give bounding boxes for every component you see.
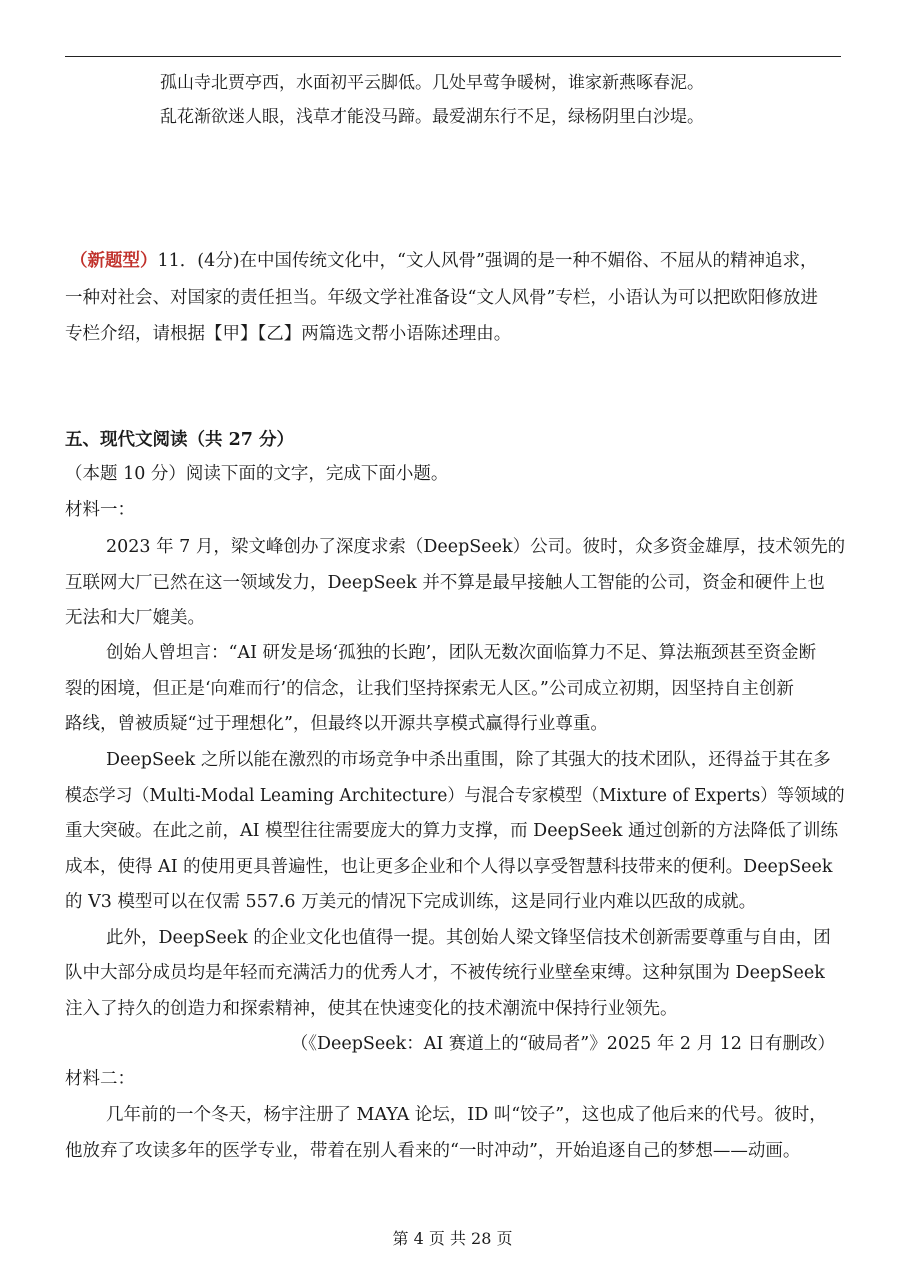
paragraph-4-line: 注入了持久的创造力和探索精神，使其在快速变化的技术潮流中保持行业领先。 — [65, 999, 678, 1019]
paragraph-3-line: 重大突破。在此之前，AI 模型往往需要庞大的算力支撑，而 DeepSeek 通过创新的方法降低了训练 — [65, 821, 838, 841]
question-11-line-3: 专栏介绍，请根据【甲】【乙】两篇选文帮小语陈述理由。 — [65, 324, 512, 344]
paragraph-4-line: 此外，DeepSeek 的企业文化也值得一提。其创始人梁文锋坚信技术创新需要尊重与自由，团 — [106, 928, 831, 948]
paragraph-4-line: 队中大部分成员均是年轻而充满活力的优秀人才，不被传统行业壁垒束缚。这种氛围为 DeepSeek — [65, 963, 825, 983]
paragraph-3-line: DeepSeek 之所以能在激烈的市场竞争中杀出重围，除了其强大的技术团队，还得益于其在多 — [106, 750, 831, 770]
question-11-line-2: 一种对社会、对国家的责任担当。年级文学社准备设“文人风骨”专栏，小语认为可以把欧阳修放进 — [65, 288, 818, 308]
source-citation: （《DeepSeek：AI 赛道上的“破局者”》2025 年 2 月 12 日有删改） — [290, 1034, 835, 1054]
poem-line-1: 孤山寺北贾亭西，水面初平云脚低。几处早莺争暖树，谁家新燕啄春泥。 — [160, 73, 704, 93]
header-rule — [65, 56, 841, 57]
material-1-label: 材料一： — [65, 500, 135, 520]
paragraph-3-line: 的 V3 模型可以在仅需 557.6 万美元的情况下完成训练，这是同行业内难以匹敌的成就。 — [65, 892, 757, 912]
material-2-label: 材料二： — [65, 1069, 135, 1089]
paragraph-5-line: 他放弃了攻读多年的医学专业，带着在别人看来的“一时冲动”，开始追逐自己的梦想——动画。 — [65, 1141, 801, 1161]
paragraph-1-line: 互联网大厂已然在这一领域发力，DeepSeek 并不算是最早接触人工智能的公司，资金和硬件上也 — [65, 573, 825, 593]
poem-line-2: 乱花渐欲迷人眼，浅草才能没马蹄。最爱湖东行不足，绿杨阴里白沙堤。 — [160, 107, 704, 127]
paragraph-3-line: 成本，使得 AI 的使用更具普遍性，也让更多企业和个人得以享受智慧科技带来的便利。DeepSeek — [65, 857, 833, 877]
new-question-tag: （新题型） — [70, 251, 158, 271]
question-11-text: 11．(4分)在中国传统文化中，“文人风骨”强调的是一种不媚俗、不屈从的精神追求， — [157, 251, 818, 271]
paragraph-1-line: 无法和大厂媲美。 — [65, 608, 205, 628]
page-footer: 第 4 页 共 28 页 — [392, 1229, 513, 1248]
paragraph-5-line: 几年前的一个冬天，杨宇注册了 MAYA 论坛，ID 叫“饺子”，这也成了他后来的代号。彼时， — [106, 1105, 827, 1125]
paragraph-1-line: 2023 年 7 月，梁文峰创办了深度求索（DeepSeek）公司。彼时，众多资金雄厚，技术领先的 — [106, 537, 846, 557]
paragraph-3-line: 模态学习（Multi-Modal Leaming Architecture）与混合专家模型（Mixture of Experts）等领域的 — [65, 786, 845, 806]
section-heading: 五、现代文阅读（共 27 分） — [65, 430, 295, 450]
paragraph-2-line: 路线，曾被质疑“过于理想化”，但最终以开源共享模式赢得行业尊重。 — [65, 714, 608, 734]
question-11-line-1 — [70, 250, 817, 272]
paragraph-2-line: 裂的困境，但正是‘向难而行’的信念，让我们坚持探索无人区。”公司成立初期，因坚持自主创新 — [65, 679, 794, 699]
instruction: （本题 10 分）阅读下面的文字，完成下面小题。 — [65, 464, 449, 484]
paragraph-2-line: 创始人曾坦言：“AI 研发是场‘孤独的长跑’，团队无数次面临算力不足、算法瓶颈甚至资金断 — [106, 643, 817, 663]
